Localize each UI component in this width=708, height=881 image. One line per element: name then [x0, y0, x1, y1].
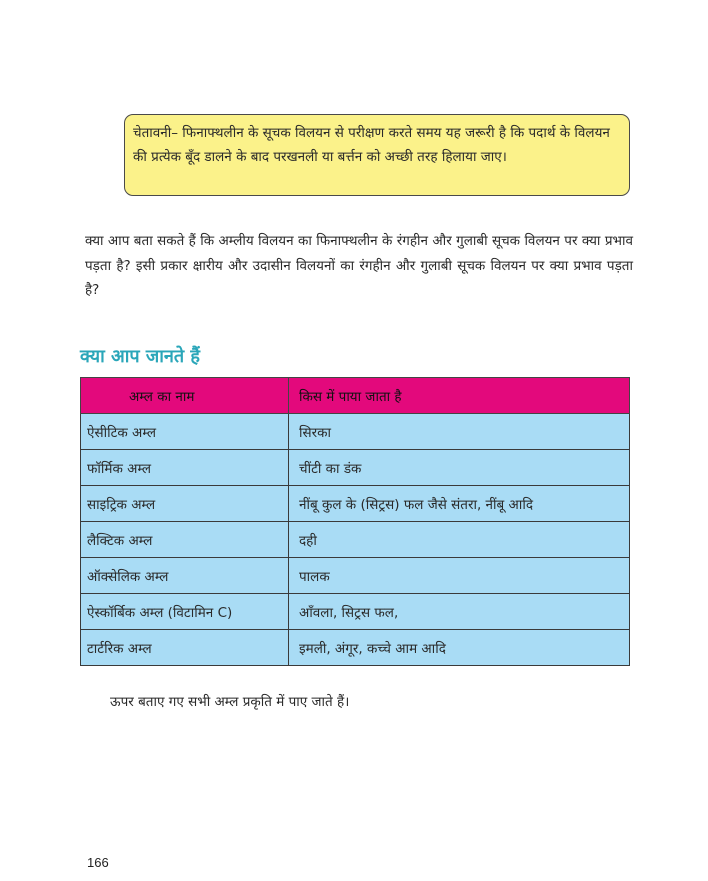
acid-table [80, 377, 630, 666]
acid-name-cell: ऐस्कॉर्बिक अम्ल (विटामिन C) [81, 594, 289, 630]
found-in-cell: आँवला, सिट्रस फल, [289, 594, 630, 630]
section-heading: क्या आप जानते हैं [80, 346, 200, 367]
found-in-cell: इमली, अंगूर, कच्चे आम आदि [289, 630, 630, 666]
page-number: 166 [87, 855, 109, 870]
table-row [81, 450, 630, 486]
acid-name-cell: फॉर्मिक अम्ल [81, 450, 289, 486]
acid-name-cell: ऑक्सेलिक अम्ल [81, 558, 289, 594]
acid-name-cell: लैक्टिक अम्ल [81, 522, 289, 558]
warning-box [124, 114, 630, 196]
header-found-in: किस में पाया जाता है [289, 378, 630, 414]
table-row [81, 522, 630, 558]
found-in-cell: पालक [289, 558, 630, 594]
table-row [81, 594, 630, 630]
table-row [81, 630, 630, 666]
found-in-cell: सिरका [289, 414, 630, 450]
acid-name-cell: साइट्रिक अम्ल [81, 486, 289, 522]
found-in-cell: दही [289, 522, 630, 558]
question-paragraph: क्या आप बता सकते हैं कि अम्लीय विलयन का फिनाफ्थलीन के रंगहीन और गुलाबी सूचक विलयन पर क्या प्रभाव पड़ता है? इसी प्रकार क्षारीय और उदासीन विलयनों का रंगहीन और गुलाबी सूचक विलयन पर क्या प्रभाव पड़ता है? [85, 233, 633, 298]
acid-name-cell: टार्टरिक अम्ल [81, 630, 289, 666]
table-row [81, 486, 630, 522]
table-row [81, 558, 630, 594]
found-in-cell: चींटी का डंक [289, 450, 630, 486]
warning-text: चेतावनी– फिनाफ्थलीन के सूचक विलयन से परीक्षण करते समय यह जरूरी है कि पदार्थ के विलयन की प्रत्येक बूँद डालने के बाद परखनली या बर्त्तन को अच्छी तरह हिलाया जाए। [133, 125, 610, 165]
found-in-cell: नींबू कुल के (सिट्रस) फल जैसे संतरा, नींबू आदि [289, 486, 630, 522]
acid-name-cell: ऐसीटिक अम्ल [81, 414, 289, 450]
table-header-row [81, 378, 630, 414]
header-acid-name: अम्ल का नाम [81, 378, 289, 414]
footnote: ऊपर बताए गए सभी अम्ल प्रकृति में पाए जाते हैं। [110, 694, 350, 710]
table-row [81, 414, 630, 450]
